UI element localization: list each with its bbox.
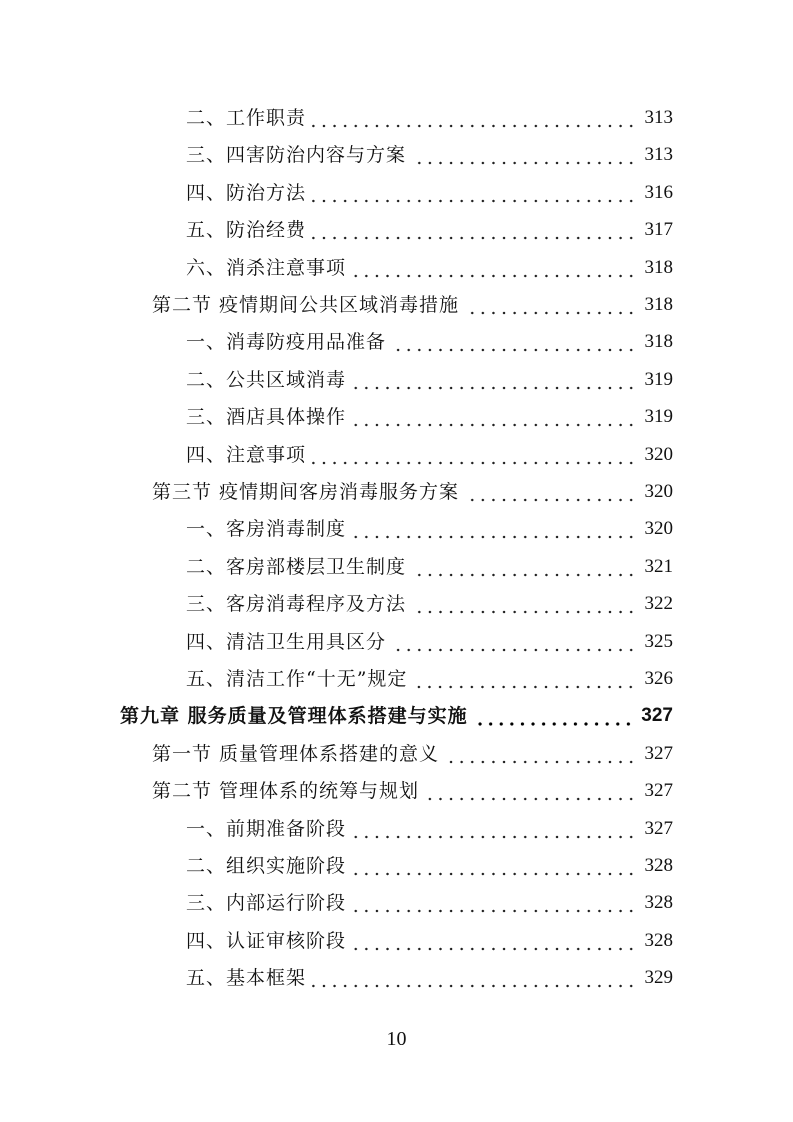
toc-entry-title: 第二节 疫情期间公共区域消毒措施	[152, 294, 460, 316]
dot-leader	[474, 703, 634, 729]
toc-entry-page: 328	[644, 855, 673, 876]
toc-chapter-entry[interactable]	[120, 703, 673, 729]
toc-entry-page: 320	[644, 481, 673, 502]
toc-entry-title: 三、内部运行阶段	[186, 892, 347, 915]
dot-leader	[312, 105, 636, 131]
toc-subsection-entry[interactable]	[186, 217, 673, 243]
dot-leader	[352, 928, 636, 954]
toc-entry-page: 316	[644, 181, 673, 203]
toc-subsection-entry[interactable]	[186, 404, 673, 430]
toc-section-entry[interactable]	[152, 741, 673, 767]
toc-subsection-entry[interactable]	[186, 853, 673, 879]
dot-leader	[312, 180, 636, 206]
toc-subsection-entry[interactable]	[186, 629, 673, 655]
toc-entry-title: 第一节 质量管理体系搭建的意义	[152, 742, 440, 765]
toc-section-entry[interactable]	[152, 479, 673, 505]
toc-entry-title: 四、注意事项	[186, 443, 307, 466]
toc-subsection-entry[interactable]	[186, 105, 673, 131]
toc-subsection-entry[interactable]	[186, 965, 673, 991]
dot-leader	[412, 142, 636, 168]
dot-leader	[425, 778, 636, 804]
dot-leader	[413, 666, 636, 692]
dot-leader	[352, 890, 636, 916]
toc-entry-title: 三、客房消毒程序及方法	[186, 593, 407, 616]
toc-entry-title: 四、清洁卫生用具区分	[186, 630, 387, 653]
dot-leader	[445, 741, 636, 767]
dot-leader	[312, 442, 636, 468]
toc-subsection-entry[interactable]	[186, 591, 673, 617]
toc-entry-title: 第三节 疫情期间客房消毒服务方案	[152, 481, 460, 503]
toc-entry-page: 318	[644, 331, 673, 353]
toc-entry-page: 328	[644, 929, 673, 951]
toc-entry-page: 327	[644, 817, 673, 839]
dot-leader	[352, 404, 636, 430]
toc-subsection-entry[interactable]	[186, 666, 673, 692]
dot-leader	[465, 479, 636, 505]
toc-entry-title: 一、客房消毒制度	[186, 518, 347, 541]
toc-entry-page: 327	[641, 705, 673, 727]
toc-entry-page: 326	[644, 668, 673, 689]
toc-entry-page: 313	[644, 144, 673, 166]
toc-entry-title: 一、消毒防疫用品准备	[186, 331, 387, 354]
dot-leader	[392, 629, 636, 655]
toc-entry-title: 五、基本框架	[186, 967, 307, 990]
dot-leader	[352, 816, 636, 842]
toc-section-entry[interactable]	[152, 292, 673, 318]
toc-subsection-entry[interactable]	[186, 554, 673, 580]
page-number: 10	[386, 1028, 407, 1050]
toc-entry-page: 317	[644, 219, 673, 241]
dot-leader	[465, 292, 636, 318]
toc-entry-page: 327	[644, 780, 673, 802]
toc-entry-page: 320	[644, 443, 673, 465]
dot-leader	[412, 554, 636, 580]
toc-subsection-entry[interactable]	[186, 442, 673, 468]
toc-entry-title: 五、防治经费	[186, 219, 307, 242]
toc-subsection-entry[interactable]	[186, 890, 673, 916]
toc-entry-page: 327	[644, 742, 673, 764]
toc-subsection-entry[interactable]	[186, 255, 673, 281]
toc-entry-title: 第二节 管理体系的统筹与规划	[152, 780, 420, 803]
toc-entry-title: 四、认证审核阶段	[186, 929, 347, 952]
toc-subsection-entry[interactable]	[186, 367, 673, 393]
dot-leader	[312, 965, 636, 991]
dot-leader	[392, 329, 636, 355]
toc-section-entry[interactable]	[152, 778, 673, 804]
toc-entry-page: 320	[644, 518, 673, 540]
toc-entry-page: 319	[644, 406, 673, 428]
toc-entry-title: 一、前期准备阶段	[186, 817, 347, 840]
toc-subsection-entry[interactable]	[186, 329, 673, 355]
toc-entry-page: 318	[644, 294, 673, 315]
toc-entry-page: 321	[644, 555, 673, 577]
toc-entry-page: 319	[644, 368, 673, 390]
dot-leader	[352, 516, 636, 542]
toc-entry-title: 三、酒店具体操作	[186, 406, 347, 429]
toc-subsection-entry[interactable]	[186, 180, 673, 206]
dot-leader	[352, 367, 636, 393]
toc-entry-title: 二、工作职责	[186, 107, 307, 129]
toc-subsection-entry[interactable]	[186, 928, 673, 954]
toc-subsection-entry[interactable]	[186, 816, 673, 842]
toc-entry-title: 六、消杀注意事项	[186, 256, 347, 279]
dot-leader	[312, 217, 636, 243]
toc-entry-title: 五、清洁工作“十无”规定	[186, 668, 408, 690]
toc-entry-title: 第九章 服务质量及管理体系搭建与实施	[120, 705, 468, 728]
dot-leader	[412, 591, 636, 617]
toc-entry-page: 325	[644, 630, 673, 652]
toc-entry-title: 四、防治方法	[186, 181, 307, 204]
toc-entry-page: 313	[644, 107, 673, 128]
toc-entry-page: 328	[644, 892, 673, 914]
toc-entry-page: 329	[644, 967, 673, 989]
toc-subsection-entry[interactable]	[186, 516, 673, 542]
toc-entry-page: 322	[644, 593, 673, 615]
dot-leader	[352, 853, 636, 879]
toc-entry-title: 三、四害防治内容与方案	[186, 144, 407, 167]
toc-entry-title: 二、公共区域消毒	[186, 368, 347, 391]
toc-entry-title: 二、客房部楼层卫生制度	[186, 555, 407, 578]
toc-entry-title: 二、组织实施阶段	[186, 855, 347, 877]
toc-subsection-entry[interactable]	[186, 142, 673, 168]
toc-entry-page: 318	[644, 256, 673, 278]
dot-leader	[352, 255, 636, 281]
